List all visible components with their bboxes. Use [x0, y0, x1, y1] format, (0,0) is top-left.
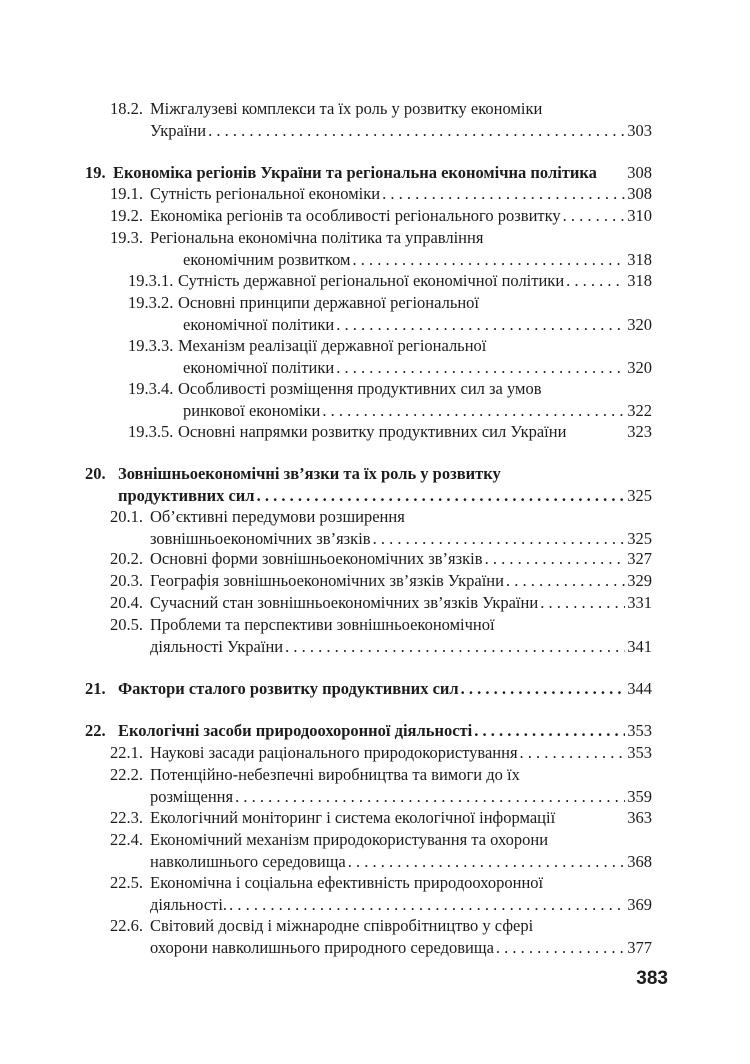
toc-entry-number: 22.6.	[110, 916, 143, 935]
toc-entry-title: Об’єктивні передумови розширення	[150, 507, 405, 526]
toc-entry-number: 19.3.5.	[128, 422, 174, 441]
toc-entry-title: Сучасний стан зовнішньоекономічних зв’язків України	[150, 593, 539, 612]
toc-entry-number: 19.3.4.	[128, 379, 174, 398]
toc-page-number: 377	[627, 937, 652, 957]
toc-entry-title: Механізм реалізації державної регіональної	[178, 336, 487, 355]
toc-entry-line	[128, 378, 652, 399]
toc-dot-leader	[382, 183, 625, 204]
toc-entry-line	[128, 335, 652, 356]
toc-entry-title: Наукові засади раціонального природокористування	[150, 743, 518, 762]
toc-entry-number: 20.4.	[110, 593, 143, 612]
toc-entry-title: діяльності України	[150, 636, 284, 656]
toc-entry-number: 20.	[85, 464, 106, 483]
toc-entry-title: економічної політики	[183, 357, 335, 377]
toc-entry-title: навколишнього середовища	[150, 851, 346, 871]
toc-entry-number: 22.1.	[110, 743, 143, 762]
toc-dot-leader	[474, 720, 625, 741]
toc-dot-leader	[540, 592, 625, 613]
toc-entry-line	[85, 162, 652, 183]
toc-page-number: 308	[627, 184, 652, 203]
toc-entry-number: 19.3.	[110, 228, 143, 247]
toc-dot-leader	[208, 120, 625, 141]
toc-page-number: 353	[627, 721, 652, 740]
toc-entry-title: Основні принципи державної регіональної	[178, 293, 480, 312]
toc-entry-number: 22.2.	[110, 765, 143, 784]
toc-entry-line	[183, 314, 652, 335]
toc-entry-title: Міжгалузеві комплекси та їх роль у розвитку економіки	[150, 99, 543, 118]
toc-page-number: 344	[627, 679, 652, 698]
toc-entry-line	[110, 183, 652, 204]
toc-entry-title: Сутність державної регіональної економічної політики	[178, 271, 565, 290]
toc-entry-line	[150, 120, 652, 141]
toc-page-number: 325	[627, 485, 652, 505]
toc-entry-number: 19.1.	[110, 184, 143, 203]
toc-dot-leader	[461, 678, 626, 699]
toc-dot-leader	[485, 548, 626, 569]
toc-entry-title: Екологічний моніторинг і система екологічної інформації	[150, 808, 556, 827]
toc-dot-leader	[235, 786, 625, 807]
toc-page-number: 359	[627, 786, 652, 806]
toc-entry-line	[110, 614, 652, 635]
toc-dot-leader	[257, 485, 626, 506]
toc-entry-number: 22.5.	[110, 873, 143, 892]
toc-entry-line	[85, 463, 652, 484]
toc-dot-leader	[566, 270, 625, 291]
toc-entry-number: 19.2.	[110, 206, 143, 225]
toc-entry-line	[150, 636, 652, 657]
toc-entry-title: Економіка регіонів України та регіональна економічна політика	[113, 163, 597, 182]
toc-entry-line	[128, 421, 652, 442]
toc-entry-line	[85, 678, 652, 699]
toc-dot-leader	[336, 314, 625, 335]
toc-entry-number: 20.3.	[110, 571, 143, 590]
toc-dot-leader	[496, 937, 625, 958]
toc-entry-line	[128, 292, 652, 313]
toc-entry-title: Зовнішньоекономічні зв’язки та їх роль у розвитку	[118, 464, 501, 483]
toc-page-number: 322	[627, 400, 652, 420]
toc-entry-title: Потенційно-небезпечні виробництва та вимоги до їх	[150, 765, 520, 784]
toc-entry-line	[150, 851, 652, 872]
toc-dot-leader	[563, 205, 626, 226]
toc-entry-line	[118, 485, 652, 506]
toc-entry-line	[110, 807, 652, 828]
toc-dot-leader	[520, 742, 626, 763]
toc-entry-title: України	[150, 120, 207, 140]
toc-dot-leader	[348, 851, 625, 872]
toc-dot-leader	[373, 528, 626, 549]
toc-entry-title: Проблеми та перспективи зовнішньоекономічної	[150, 615, 495, 634]
toc-page-number: 369	[627, 894, 652, 914]
toc-page-number: 318	[627, 249, 652, 269]
toc-page-number: 320	[627, 314, 652, 334]
toc-entry-line	[150, 894, 652, 915]
toc-entry-line	[110, 872, 652, 893]
toc-entry-line	[110, 829, 652, 850]
toc-entry-title: Екологічні засоби природоохоронної діяльності	[118, 721, 473, 740]
toc-entry-line	[150, 786, 652, 807]
toc-entry-title: Основні напрямки розвитку продуктивних сил України	[178, 422, 567, 441]
toc-entry-number: 21.	[85, 679, 106, 698]
toc-entry-line	[183, 249, 652, 270]
toc-page-number: 318	[627, 271, 652, 290]
toc-entry-number: 19.3.2.	[128, 293, 174, 312]
toc-entry-number: 19.3.1.	[128, 271, 174, 290]
toc-page-number: 341	[627, 636, 652, 656]
toc-page-number: 308	[627, 163, 652, 182]
toc-entry-title: Фактори сталого розвитку продуктивних сил	[118, 679, 459, 698]
toc-entry-line	[110, 742, 652, 763]
toc-entry-number: 22.	[85, 721, 106, 740]
toc-entry-number: 20.2.	[110, 549, 143, 568]
toc-entry-title: економічної політики	[183, 314, 335, 334]
toc-entry-line	[110, 227, 652, 248]
toc-page-number: 310	[627, 206, 652, 225]
toc-page-number: 331	[627, 593, 652, 612]
toc-entry-line	[110, 98, 652, 119]
toc-entry-title: охорони навколишнього природного середовища	[150, 937, 494, 957]
toc-entry-title: Основні форми зовнішньоекономічних зв’язків	[150, 549, 483, 568]
toc-entry-title: Особливості розміщення продуктивних сил за умов	[178, 379, 542, 398]
toc-entry-title: Регіональна економічна політика та управління	[150, 228, 484, 247]
toc-entry-title: продуктивних сил	[118, 485, 255, 505]
toc-entry-line	[110, 764, 652, 785]
toc-entry-number: 19.3.3.	[128, 336, 174, 355]
toc-entry-line	[183, 357, 652, 378]
toc-entry-number: 22.3.	[110, 808, 143, 827]
toc-entry-number: 20.5.	[110, 615, 143, 634]
toc-page-number: 327	[627, 549, 652, 568]
toc-entry-line	[183, 400, 652, 421]
toc-page-number: 320	[627, 357, 652, 377]
page-number: 383	[636, 968, 668, 989]
toc-entry-number: 22.4.	[110, 830, 143, 849]
toc-dot-leader	[229, 894, 625, 915]
toc-page-number: 329	[627, 571, 652, 590]
toc-entry-line	[110, 915, 652, 936]
toc-page-number: 353	[627, 743, 652, 762]
toc-entry-title: Світовий досвід і міжнародне співробітництво у сфері	[150, 916, 534, 935]
toc-entry-title: Економіка регіонів та особливості регіонального розвитку	[150, 206, 561, 225]
toc-page-number: 303	[627, 120, 652, 140]
toc-entry-line	[110, 548, 652, 569]
toc-entry-line	[110, 592, 652, 613]
toc-entry-title: діяльності.	[150, 894, 228, 914]
toc-entry-number: 19.	[85, 163, 106, 182]
toc-entry-line	[128, 270, 652, 291]
toc-dot-leader	[285, 636, 625, 657]
toc-dot-leader	[322, 400, 625, 421]
toc-entry-title: розміщення	[150, 786, 234, 806]
toc-page-number: 363	[627, 808, 652, 827]
toc-entry-line	[150, 937, 652, 958]
toc-dot-leader	[336, 357, 625, 378]
toc-entry-line	[110, 506, 652, 527]
toc-page-number: 323	[627, 422, 652, 441]
toc-entry-line	[150, 528, 652, 549]
toc-entry-title: ринкової економіки	[183, 400, 321, 420]
toc-entry-number: 20.1.	[110, 507, 143, 526]
toc-entry-title: Географія зовнішньоекономічних зв’язків України	[150, 571, 504, 590]
toc-dot-leader	[352, 249, 625, 270]
toc-entry-title: Економічна і соціальна ефективність природоохоронної	[150, 873, 544, 892]
toc-entry-title: економічним розвитком	[183, 249, 351, 269]
toc-entry-number: 18.2.	[110, 99, 143, 118]
toc-page-number: 325	[627, 528, 652, 548]
toc-entry-line	[110, 205, 652, 226]
toc-entry-line	[85, 720, 652, 741]
toc-entry-title: зовнішньоекономічних зв’язків	[150, 528, 371, 548]
toc-entry-line	[110, 570, 652, 591]
toc-entry-title: Сутність регіональної економіки	[150, 184, 381, 203]
toc-page-number: 368	[627, 851, 652, 871]
toc-entry-title: Економічний механізм природокористування та охорони	[150, 830, 549, 849]
toc-dot-leader	[506, 570, 625, 591]
